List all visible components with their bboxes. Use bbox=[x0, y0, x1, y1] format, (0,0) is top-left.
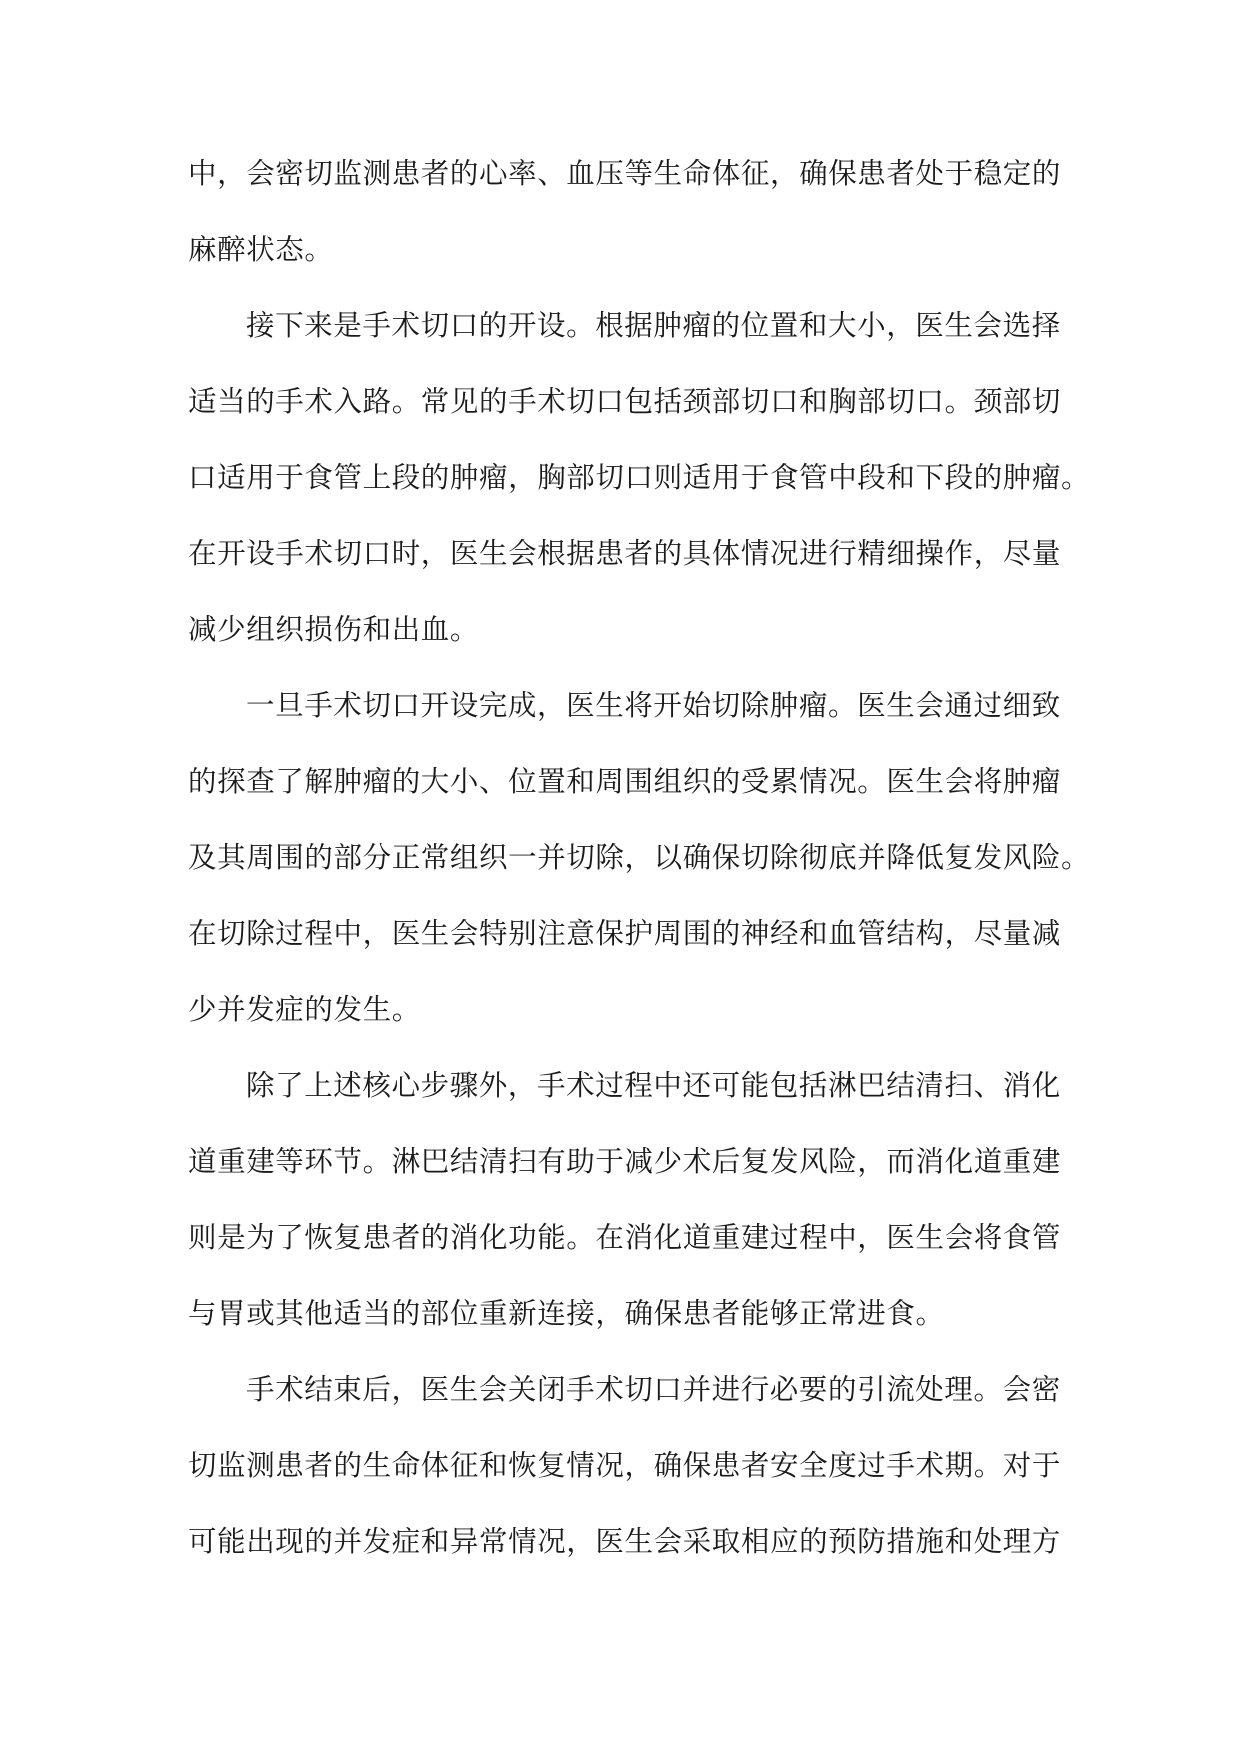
text-line: 麻醉状态。 bbox=[188, 233, 334, 266]
document-body bbox=[188, 136, 1091, 1580]
text-line: 与胃或其他适当的部位重新连接，确保患者能够正常进食。 bbox=[188, 1297, 945, 1330]
text-line: 则是为了恢复患者的消化功能。在消化道重建过程中，医生会将食管 bbox=[188, 1221, 1062, 1254]
text-line: 切监测患者的生命体征和恢复情况，确保患者安全度过手术期。对于 bbox=[188, 1449, 1062, 1482]
text-line: 口适用于食管上段的肿瘤，胸部切口则适用于食管中段和下段的肿瘤。 bbox=[188, 461, 1091, 494]
paragraph-start-line: 手术结束后，医生会关闭手术切口并进行必要的引流处理。会密 bbox=[246, 1373, 1061, 1406]
text-line: 适当的手术入路。常见的手术切口包括颈部切口和胸部切口。颈部切 bbox=[188, 385, 1062, 418]
text-line: 减少组织损伤和出血。 bbox=[188, 613, 480, 646]
text-line: 中，会密切监测患者的心率、血压等生命体征，确保患者处于稳定的 bbox=[188, 157, 1062, 190]
text-line: 在开设手术切口时，医生会根据患者的具体情况进行精细操作，尽量 bbox=[188, 537, 1062, 570]
text-line: 的探查了解肿瘤的大小、位置和周围组织的受累情况。医生会将肿瘤 bbox=[188, 765, 1062, 798]
paragraph-start-line: 接下来是手术切口的开设。根据肿瘤的位置和大小，医生会选择 bbox=[246, 309, 1061, 342]
text-line: 在切除过程中，医生会特别注意保护周围的神经和血管结构，尽量减 bbox=[188, 917, 1062, 950]
paragraph-start-line: 除了上述核心步骤外，手术过程中还可能包括淋巴结清扫、消化 bbox=[246, 1069, 1061, 1102]
text-line: 可能出现的并发症和异常情况，医生会采取相应的预防措施和处理方 bbox=[188, 1525, 1062, 1558]
text-line: 道重建等环节。淋巴结清扫有助于减少术后复发风险，而消化道重建 bbox=[188, 1145, 1062, 1178]
text-line: 及其周围的部分正常组织一并切除，以确保切除彻底并降低复发风险。 bbox=[188, 841, 1091, 874]
text-line: 少并发症的发生。 bbox=[188, 993, 421, 1026]
paragraph-start-line: 一旦手术切口开设完成，医生将开始切除肿瘤。医生会通过细致 bbox=[246, 689, 1061, 722]
